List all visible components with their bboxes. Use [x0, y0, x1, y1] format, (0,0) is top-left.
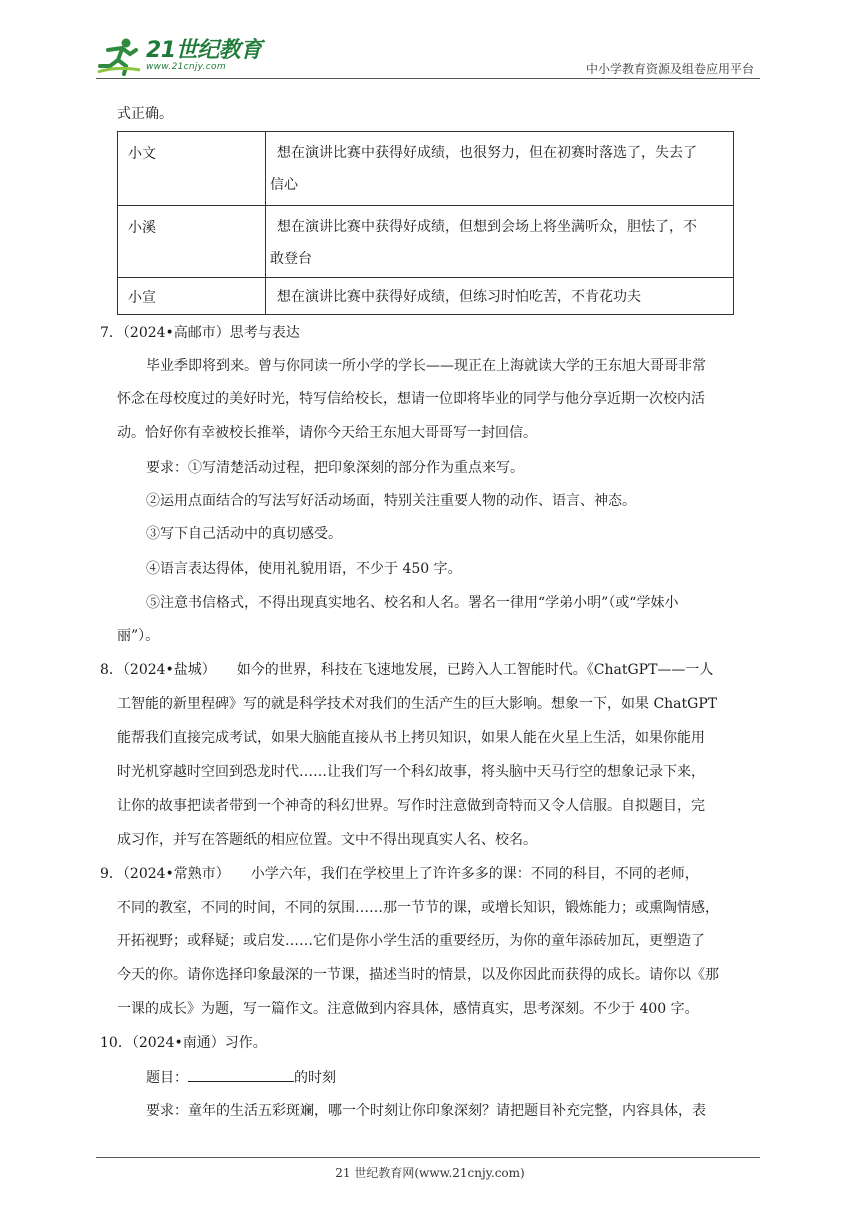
- desc-line: 敢登台: [270, 251, 312, 267]
- topic-label: 题目：: [146, 1070, 188, 1086]
- desc-line: 想在演讲比赛中获得好成绩，但练习时怕吃苦，不肯花功夫: [277, 289, 641, 305]
- q9-line: 一课的成长》为题，写一篇作文。注意做到内容具体，感情真实，思考深刻。不少于 400 字。: [117, 1001, 699, 1017]
- q9-line: 不同的教室，不同的时间，不同的氛围……那一节节的课，或增长知识，锻炼能力；或熏陶情感，: [117, 900, 719, 916]
- q8-line: 成习作，并写在答题纸的相应位置。文中不得出现真实人名、校名。: [117, 832, 537, 848]
- intro-tail: 式正确。: [117, 106, 173, 122]
- students-table: [117, 131, 734, 315]
- q8-line: 工智能的新里程碑》写的就是科学技术对我们的生活产生的巨大影响。想象一下，如果 ChatGPT: [117, 696, 718, 712]
- q10-topic: [146, 1067, 336, 1088]
- student-name: 小宣: [118, 278, 266, 315]
- page-footer: 21 世纪教育网(www.21cnjy.com): [335, 1166, 525, 1180]
- site-logo: [96, 36, 262, 76]
- topic-suffix: 的时刻: [294, 1070, 336, 1086]
- q7-line: 丽”）。: [117, 628, 160, 644]
- runner-logo-icon: [96, 36, 142, 76]
- q7-line: 毕业季即将到来。曾与你同读一所小学的学长——现正在上海就读大学的王东旭大哥哥非常: [146, 358, 706, 374]
- table-row: [118, 132, 734, 206]
- q8-line: 能帮我们直接完成考试，如果大脑能直接从书上拷贝知识，如果人能在火星上生活，如果你能用: [117, 730, 705, 746]
- student-desc: [266, 278, 734, 315]
- q7-line: ③写下自己活动中的真切感受。: [146, 526, 342, 542]
- desc-line: 想在演讲比赛中获得好成绩，也很努力，但在初赛时落选了，失去了: [277, 145, 697, 161]
- student-desc: [266, 132, 734, 206]
- q10-title: 10．（2024•南通）习作。: [100, 1035, 267, 1051]
- page-header: [96, 30, 760, 78]
- q8-line: 8．（2024•盐城） 如今的世界，科技在飞速地发展，已跨入人工智能时代。《ChatGPT——一人: [100, 662, 714, 678]
- q7-line: ②运用点面结合的写法写好活动场面，特别关注重要人物的动作、语言、神态。: [146, 493, 636, 509]
- student-name: 小文: [118, 132, 266, 206]
- desc-line: 信心: [270, 177, 298, 193]
- logo-title: 21世纪教育: [146, 38, 262, 63]
- q7-line: ④语言表达得体，使用礼貌用语，不少于 450 字。: [146, 561, 462, 577]
- header-divider: [96, 78, 760, 79]
- logo-url: www.21cnjy.com: [146, 62, 226, 72]
- q7-line: ⑤注意书信格式，不得出现真实地名、校名和人名。署名一律用“学弟小明”（或“学妹小: [146, 595, 679, 611]
- q7-line: 怀念在母校度过的美好时光，特写信给校长，想请一位即将毕业的同学与他分享近期一次校内活: [117, 391, 705, 407]
- q7-line: 动。恰好你有幸被校长推举，请你今天给王东旭大哥哥写一封回信。: [117, 425, 537, 441]
- q7-line: 要求：①写清楚活动过程，把印象深刻的部分作为重点来写。: [146, 460, 524, 476]
- header-platform-name: 中小学教育资源及组卷应用平台: [585, 62, 754, 76]
- q7-title: 7．（2024•高邮市）思考与表达: [100, 325, 300, 341]
- student-desc: [266, 206, 734, 278]
- q9-line: 今天的你。请你选择印象最深的一节课，描述当时的情景，以及你因此而获得的成长。请你以《那: [117, 967, 719, 983]
- topic-blank: [188, 1067, 294, 1082]
- student-name: 小溪: [118, 206, 266, 278]
- desc-line: 想在演讲比赛中获得好成绩，但想到会场上将坐满听众，胆怯了，不: [277, 219, 697, 235]
- table-row: [118, 206, 734, 278]
- table-row: [118, 278, 734, 315]
- q9-line: 9．（2024•常熟市） 小学六年，我们在学校里上了许许多多的课：不同的科目，不同的老师，: [100, 866, 699, 882]
- q10-requirement: 要求：童年的生活五彩斑斓，哪一个时刻让你印象深刻？请把题目补充完整，内容具体，表: [146, 1103, 706, 1119]
- q9-line: 开拓视野；或释疑；或启发……它们是你小学生活的重要经历，为你的童年添砖加瓦，更塑造了: [117, 933, 705, 949]
- footer-divider: [96, 1157, 760, 1158]
- q8-line: 时光机穿越时空回到恐龙时代……让我们写一个科幻故事，将头脑中天马行空的想象记录下来，: [117, 764, 705, 780]
- q8-line: 让你的故事把读者带到一个神奇的科幻世界。写作时注意做到奇特而又令人信服。自拟题目，完: [117, 798, 705, 814]
